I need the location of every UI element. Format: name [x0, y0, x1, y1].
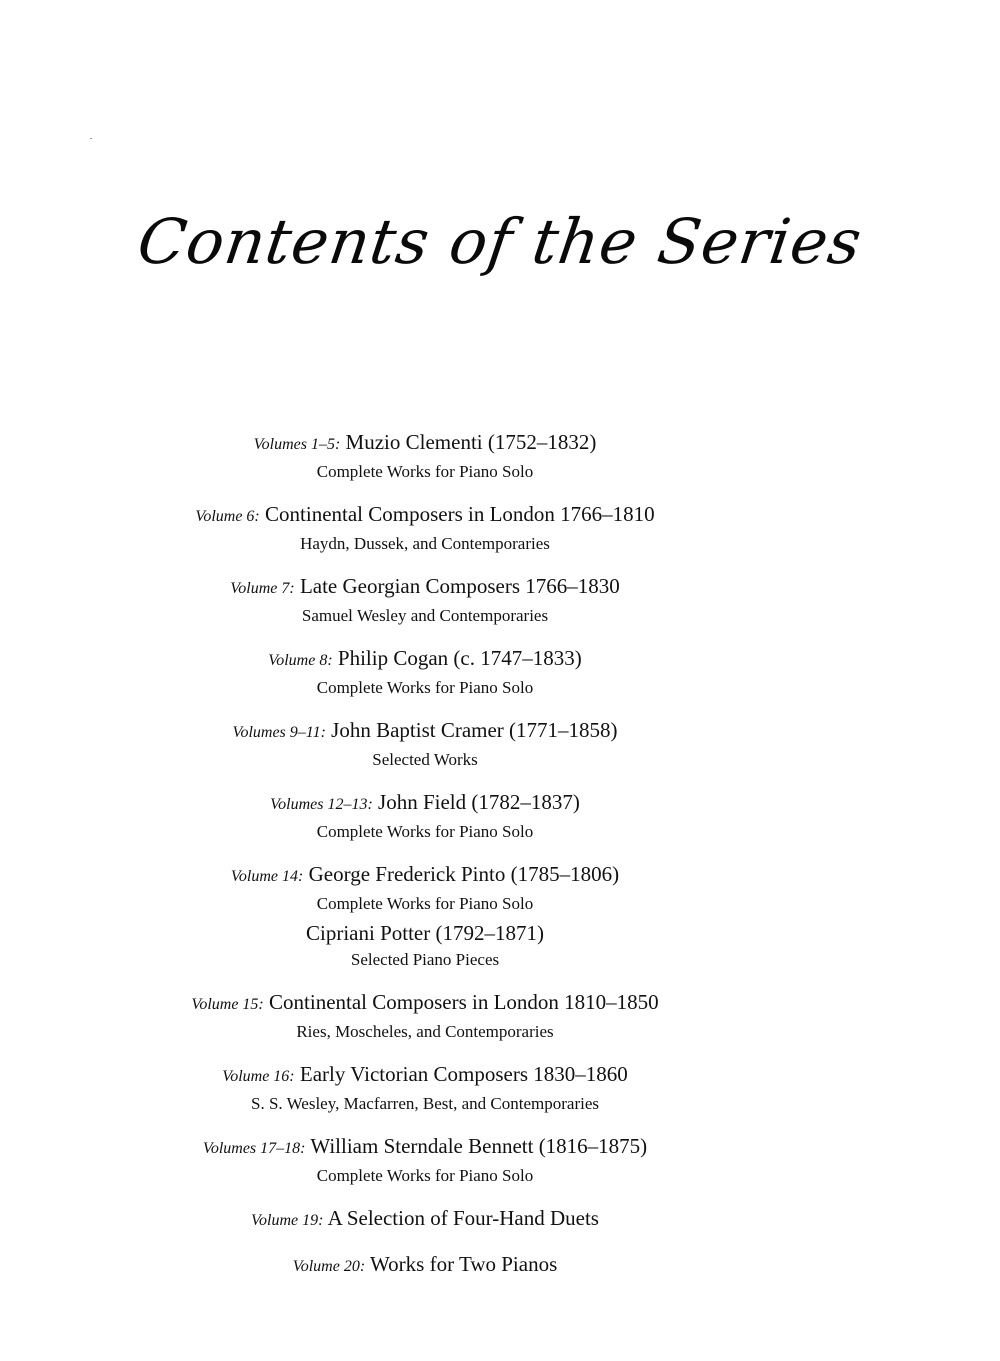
volume-label: Volumes 12–13:	[270, 796, 373, 813]
entry-heading	[0, 572, 850, 603]
scan-speck	[90, 138, 92, 139]
entry-description: Complete Works for Piano Solo	[316, 462, 534, 481]
contents-entry	[0, 1250, 850, 1281]
entry-heading	[0, 644, 850, 675]
composer-name: Philip Cogan (c. 1747–1833)	[337, 646, 582, 670]
entry-heading	[0, 860, 850, 891]
volume-label: Volume 14:	[230, 868, 304, 885]
second-composer-name: Cipriani Potter (1792–1871)	[306, 921, 544, 945]
entry-description: S. S. Wesley, Macfarren, Best, and Contemporaries	[251, 1094, 599, 1113]
volume-label: Volume 20:	[292, 1258, 366, 1275]
volume-label: Volumes 9–11:	[232, 724, 326, 741]
composer-name: Early Victorian Composers 1830–1860	[299, 1062, 628, 1086]
contents-entry	[0, 428, 850, 485]
volume-label: Volume 15:	[191, 996, 264, 1013]
volume-label: Volume 6:	[195, 508, 260, 525]
composer-name: Muzio Clementi (1752–1832)	[345, 430, 597, 454]
entry-description: Selected Piano Pieces	[350, 950, 500, 969]
composer-name: John Baptist Cramer (1771–1858)	[331, 718, 618, 742]
entry-description: Complete Works for Piano Solo	[316, 1166, 534, 1185]
contents-list	[0, 428, 850, 1296]
entry-description: Complete Works for Piano Solo	[316, 678, 534, 697]
entry-heading	[0, 788, 850, 819]
composer-name: Works for Two Pianos	[370, 1252, 558, 1276]
composer-name: George Frederick Pinto (1785–1806)	[308, 862, 620, 886]
contents-entry	[0, 1132, 850, 1189]
composer-name: Continental Composers in London 1810–1850	[269, 990, 659, 1014]
entry-description: Samuel Wesley and Contemporaries	[301, 606, 549, 625]
page-title: Contents of the Series	[133, 205, 867, 278]
entry-description: Selected Works	[372, 750, 478, 769]
composer-name: John Field (1782–1837)	[378, 790, 580, 814]
composer-name: Continental Composers in London 1766–1810	[265, 502, 655, 526]
contents-entry	[0, 644, 850, 701]
entry-heading	[0, 716, 850, 747]
composer-name: William Sterndale Bennett (1816–1875)	[310, 1134, 648, 1158]
volume-label: Volume 19:	[251, 1212, 324, 1229]
contents-entry	[0, 988, 850, 1045]
contents-entry	[0, 572, 850, 629]
volume-label: Volume 8:	[268, 652, 333, 669]
contents-entry	[0, 500, 850, 557]
entry-heading	[0, 428, 850, 459]
composer-name: Late Georgian Composers 1766–1830	[299, 574, 620, 598]
entry-heading	[0, 1132, 850, 1163]
contents-entry	[0, 716, 850, 773]
entry-description: Complete Works for Piano Solo	[316, 894, 534, 913]
entry-heading	[0, 1204, 850, 1235]
entry-heading	[0, 1060, 850, 1091]
contents-entry	[0, 788, 850, 845]
entry-description: Ries, Moscheles, and Contemporaries	[296, 1022, 554, 1041]
volume-label: Volume 16:	[222, 1068, 295, 1085]
composer-name: A Selection of Four-Hand Duets	[327, 1206, 599, 1230]
entry-description: Complete Works for Piano Solo	[316, 822, 534, 841]
contents-entry	[0, 1060, 850, 1117]
volume-label: Volumes 17–18:	[202, 1140, 306, 1157]
entry-description: Haydn, Dussek, and Contemporaries	[300, 534, 550, 553]
volume-label: Volumes 1–5:	[253, 436, 341, 453]
entry-heading	[0, 500, 850, 531]
entry-heading	[0, 1250, 850, 1281]
contents-entry	[0, 1204, 850, 1235]
entry-heading	[0, 988, 850, 1019]
volume-label: Volume 7:	[230, 580, 295, 597]
contents-entry	[0, 860, 850, 973]
